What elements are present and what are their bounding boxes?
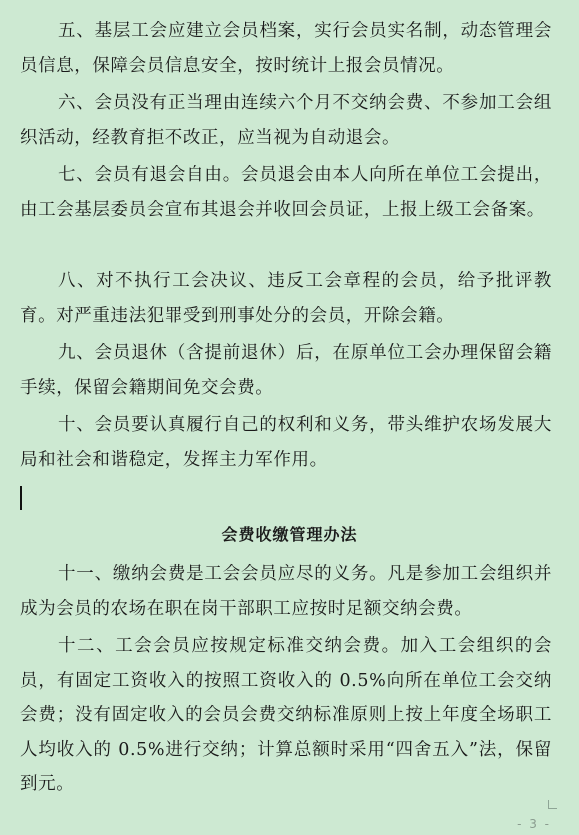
margin-corner-mark xyxy=(548,800,557,809)
page-number: - 3 - xyxy=(517,817,551,831)
paragraph-8: 八、对不执行工会决议、违反工会章程的会员，给予批评教育。对严重违法犯罪受到刑事处分的会员，开除会籍。 xyxy=(20,271,552,326)
paragraph-6: 六、会员没有正当理由连续六个月不交纳会费、不参加工会组织活动，经教育拒不改正，应当视为自动退会。 xyxy=(20,93,552,148)
text-cursor xyxy=(20,486,22,510)
paragraph-9: 九、会员退休（含提前退休）后，在原单位工会办理保留会籍手续，保留会籍期间免交会费。 xyxy=(20,343,552,398)
paragraph-11: 十一、缴纳会费是工会会员应尽的义务。凡是参加工会组织并成为会员的农场在职在岗干部职工应按时足额交纳会费。 xyxy=(20,564,552,619)
paragraph-7: 七、会员有退会自由。会员退会由本人向所在单位工会提出，由工会基层委员会宣布其退会并收回会员证，上报上级工会备案。 xyxy=(20,165,552,220)
section-heading: 会费收缴管理办法 xyxy=(221,525,358,544)
paragraph-12: 十二、工会会员应按规定标准交纳会费。加入工会组织的会员，有固定工资收入的按照工资收入的 0.5%向所在单位工会交纳会费；没有固定收入的会员会费交纳标准原则上按上年度全场职工人均收入的 0.5%进行交纳；计算总额时采用“四舍五入”法，保留到元。 xyxy=(20,636,552,794)
paragraph-10: 十、会员要认真履行自己的权利和义务，带头维护农场发展大局和社会和谐稳定，发挥主力军作用。 xyxy=(20,415,552,470)
paragraph-5: 五、基层工会应建立会员档案，实行会员实名制，动态管理会员信息，保障会员信息安全，按时统计上报会员情况。 xyxy=(20,21,552,76)
